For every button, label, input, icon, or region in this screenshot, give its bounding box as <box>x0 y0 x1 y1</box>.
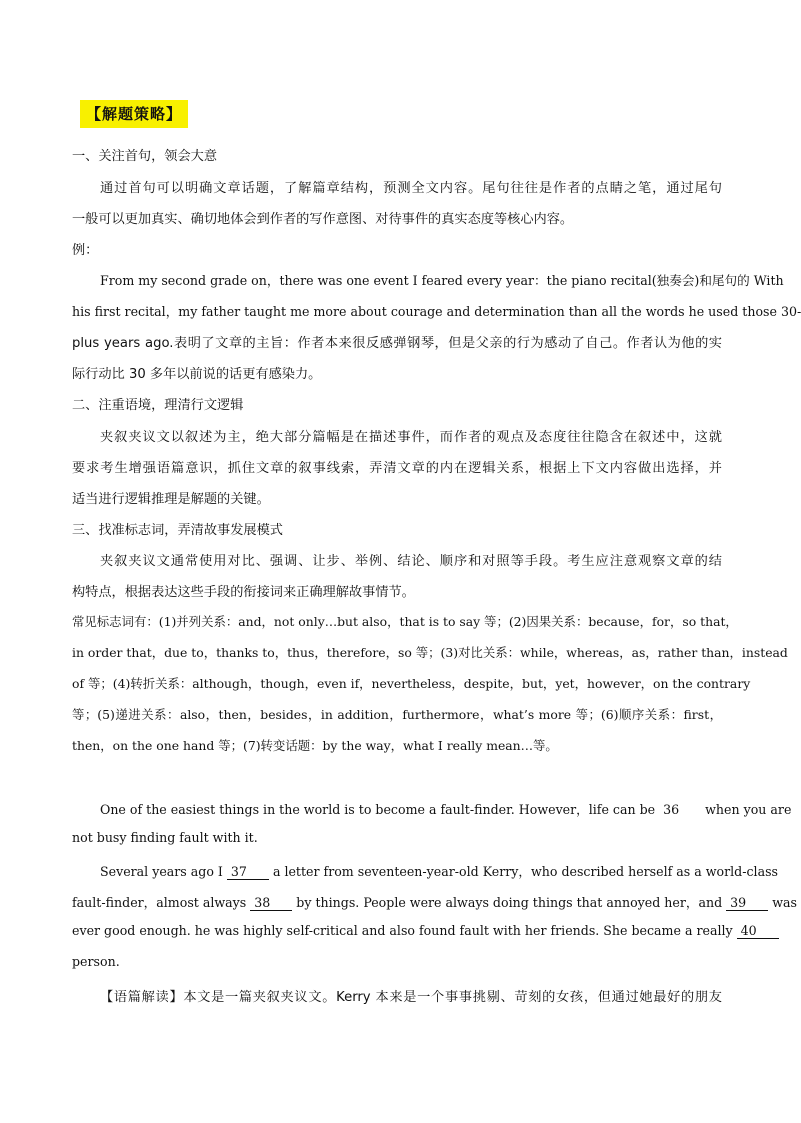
blank-38[interactable]: 38 <box>250 896 292 911</box>
passage-para-2-line-3 <box>72 923 757 939</box>
markers-line-4: 等；(5)递进关系：also，then，besides，in addition，furthermore，what’s more 等；(6)顺序关系：first， <box>72 707 722 722</box>
passage-para-1-line-2: not busy finding fault with it. <box>72 830 258 845</box>
para-2-line-1: 夹叙夹议文以叙述为主，绝大部分篇幅是在描述事件，而作者的观点及态度往往隐含在叙述中，这就 <box>100 430 722 445</box>
passage-text: a letter from seventeen-year-old Kerry，who described herself as a world-class <box>272 864 779 879</box>
heading-2: 二、注重语境，理清行文逻辑 <box>72 398 244 413</box>
passage-text: ever good enough. he was highly self-critical and also found fault with her friends. She became a really <box>72 923 733 938</box>
markers-line-2: in order that，due to，thanks to，thus，therefore，so 等；(3)对比关系：while，whereas，as，rather than，instead <box>72 645 788 660</box>
example-line-4: 际行动比 30 多年以前说的话更有感染力。 <box>72 367 322 382</box>
markers-line-3: of 等；(4)转折关系：although，though，even if，nevertheless，despite，but，yet，however，on the contrary <box>72 676 751 691</box>
para-1-line-2: 一般可以更加真实、确切地体会到作者的写作意图、对待事件的真实态度等核心内容。 <box>72 212 574 227</box>
passage-text: when you are <box>705 802 792 817</box>
passage-para-2-line-2 <box>72 892 797 911</box>
strategy-title: 【解题策略】 <box>80 100 188 128</box>
para-1-line-1: 通过首句可以明确文章话题，了解篇章结构，预测全文内容。尾句往往是作者的点睛之笔，通过尾句 <box>100 181 722 196</box>
heading-1: 一、关注首句，领会大意 <box>72 149 218 164</box>
passage-para-2-line-1 <box>100 861 779 880</box>
para-2-line-2: 要求考生增强语篇意识，抓住文章的叙事线索，弄清文章的内在逻辑关系，根据上下文内容做出选择，并 <box>72 461 722 476</box>
passage-para-2-line-4: person. <box>72 954 120 969</box>
passage-text: Several years ago I <box>100 864 223 879</box>
para-2-line-3: 适当进行逻辑推理是解题的关键。 <box>72 492 270 507</box>
blank-39[interactable]: 39 <box>726 896 768 911</box>
example-label: 例： <box>72 243 99 258</box>
passage-text: by things. People were always doing things that annoyed her，and <box>296 895 723 910</box>
analysis-line-1: 【语篇解读】本文是一篇夹叙夹议文。Kerry 本来是一个事事挑剔、苛刻的女孩，但通过她最好的朋友 <box>100 990 722 1005</box>
passage-para-1-line-1 <box>100 799 792 818</box>
blank-40[interactable]: 40 <box>737 924 779 939</box>
example-line-3: plus years ago.表明了文章的主旨：作者本来很反感弹钢琴，但是父亲的行为感动了自己。作者认为他的实 <box>72 336 722 351</box>
para-3-line-2: 构特点，根据表达这些手段的衔接词来正确理解故事情节。 <box>72 585 415 600</box>
passage-text: One of the easiest things in the world is to become a fault-finder. However，life can be <box>100 802 656 817</box>
markers-line-1: 常见标志词有：(1)并列关系：and，not only…but also，that is to say 等；(2)因果关系：because，for，so that， <box>72 614 738 629</box>
heading-3: 三、找准标志词，弄清故事发展模式 <box>72 523 283 538</box>
para-3-line-1: 夹叙夹议文通常使用对比、强调、让步、举例、结论、顺序和对照等手段。考生应注意观察文章的结 <box>100 554 722 569</box>
markers-line-5: then，on the one hand 等；(7)转变话题：by the way，what I really mean…等。 <box>72 738 558 753</box>
passage-text: was <box>772 895 797 910</box>
example-line-1: From my second grade on，there was one event I feared every year：the piano recital(独奏会)和尾句的 With <box>100 273 784 288</box>
blank-37[interactable]: 37 <box>227 865 269 880</box>
passage-text: fault-finder，almost always <box>72 895 247 910</box>
blank-36[interactable]: 36 <box>663 802 680 817</box>
example-line-2: his first recital，my father taught me more about courage and determination than all the words he used those 30- <box>72 304 801 319</box>
